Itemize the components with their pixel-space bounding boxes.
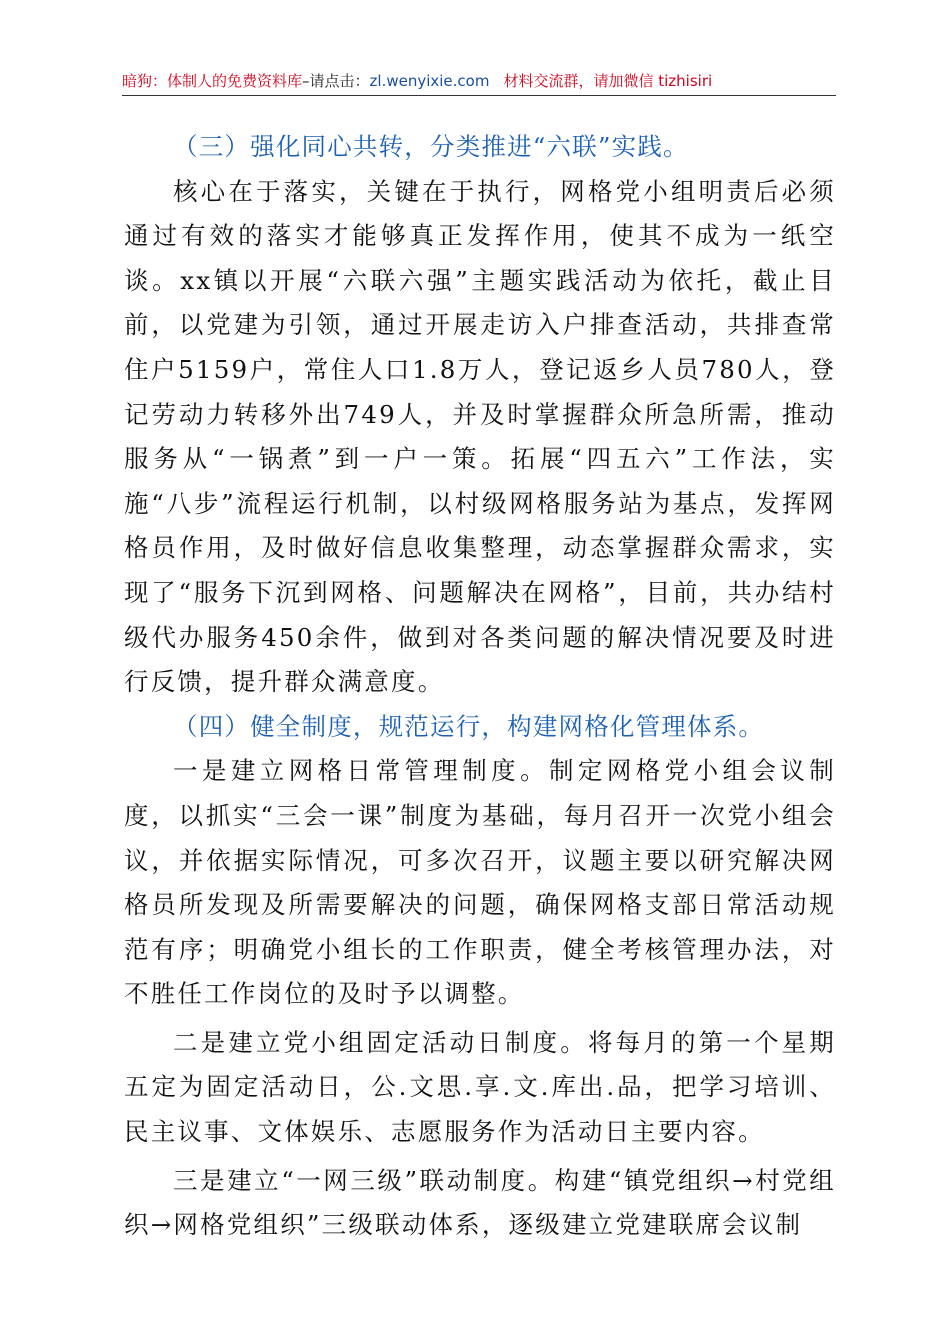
document-body [124,125,836,1248]
header-contact: 材料交流群，请加微信 tizhisiri [503,72,713,90]
header-url-link[interactable]: zl.wenyixie.com [369,72,490,90]
header-click-prompt: –请点击： [302,72,370,90]
paragraph-4-2: 二是建立党小组固定活动日制度。将每月的第一个星期五定为固定活动日，公.文思.享.文.库出.品，把学习培训、民主议事、文体娱乐、志愿服务作为活动日主要内容。 [124,1027,836,1147]
page-header [122,68,836,94]
header-divider [122,95,836,96]
paragraph-3-1: 核心在于落实，关键在于执行，网格党小组明责后必须通过有效的落实才能够真正发挥作用，使其不成为一纸空谈。xx镇以开展“六联六强”主题实践活动为依托，截止目前，以党建为引领，通过开展走访入户排查活动，共排查常住户5159户，常住人口1.8万人，登记返乡人员780人，登记劳动力转移外出749人，并及时掌握群众所急所需，推动服务从“一锅煮”到一户一策。拓展“四五六”工作法，实施“八步”流程运行机制，以村级网格服务站为基点，发挥网格员作用，及时做好信息收集整理，动态掌握群众需求，实现了“服务下沉到网格、问题解决在网格”，目前，共办结村级代办服务450余件，做到对各类问题的解决情况要及时进行反馈，提升群众满意度。 [124,176,836,697]
section-heading-3: （三）强化同心共转，分类推进“六联”实践。 [173,132,689,161]
header-brand: 暗狗：体制人的免费资料库 [122,72,303,90]
section-heading-4: （四）健全制度，规范运行，构建网格化管理体系。 [173,711,765,741]
paragraph-4-3: 三是建立“一网三级”联动制度。构建“镇党组织→村党组织→网格党组织”三级联动体系，逐级建立党建联席会议制 [124,1165,836,1240]
paragraph-4-1: 一是建立网格日常管理制度。制定网格党小组会议制度，以抓实“三会一课”制度为基础，每月召开一次党小组会议，并依据实际情况，可多次召开，议题主要以研究解决网格员所发现及所需要解决的问题，确保网格支部日常活动规范有序；明确党小组长的工作职责，健全考核管理办法，对不胜任工作岗位的及时予以调整。 [124,756,836,1009]
